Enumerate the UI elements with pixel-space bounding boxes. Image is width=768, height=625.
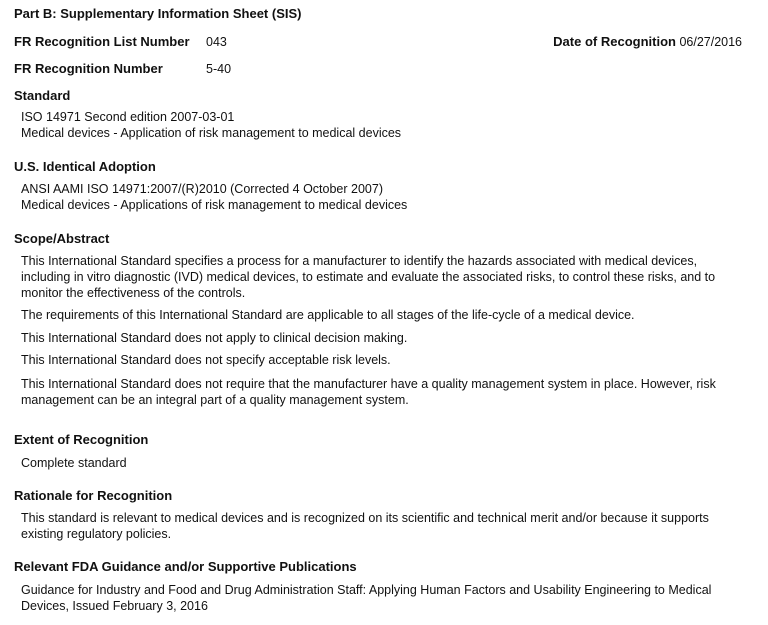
scope-paragraph-3: This International Standard does not apply to clinical decision making.	[21, 331, 408, 345]
us-adoption-line-1: ANSI AAMI ISO 14971:2007/(R)2010 (Corrected 4 October 2007)	[21, 182, 383, 196]
us-adoption-line-2: Medical devices - Applications of risk management to medical devices	[21, 198, 408, 212]
extent-heading: Extent of Recognition	[14, 432, 149, 447]
list-number-value: 043	[206, 35, 227, 49]
scope-paragraph-4: This International Standard does not specify acceptable risk levels.	[21, 353, 391, 367]
sheet-title: Part B: Supplementary Information Sheet (SIS)	[14, 6, 302, 21]
date-of-recognition	[553, 34, 742, 49]
scope-heading: Scope/Abstract	[14, 231, 110, 246]
recognition-number-label: FR Recognition Number	[14, 61, 163, 76]
us-adoption-heading: U.S. Identical Adoption	[14, 159, 156, 174]
standard-line-1: ISO 14971 Second edition 2007-03-01	[21, 110, 235, 124]
guidance-text: Guidance for Industry and Food and Drug Administration Staff: Applying Human Factors and Usability Engineering to Medical Devices, Issued February 3, 2016	[21, 583, 712, 613]
recognition-number-value: 5-40	[206, 62, 232, 76]
scope-paragraph-5: This International Standard does not require that the manufacturer have a quality management system in place. However, risk management can be an integral part of a quality management system.	[21, 377, 716, 407]
standard-line-2: Medical devices - Application of risk management to medical devices	[21, 126, 402, 140]
guidance-heading: Relevant FDA Guidance and/or Supportive Publications	[14, 559, 357, 574]
rationale-heading: Rationale for Recognition	[14, 488, 173, 503]
date-value: 06/27/2016	[679, 35, 742, 49]
date-label: Date of Recognition	[553, 34, 676, 49]
scope-paragraph-2: The requirements of this International Standard are applicable to all stages of the life-cycle of a medical device.	[21, 308, 635, 322]
scope-paragraph-1: This International Standard specifies a process for a manufacturer to identify the hazards associated with medical devices, including in vitro diagnostic (IVD) medical devices, to estimate and evaluate the associated risks, to control these risks, and to monitor the effectiveness of the controls.	[21, 254, 716, 300]
extent-text: Complete standard	[21, 456, 127, 470]
rationale-text: This standard is relevant to medical devices and is recognized on its scientific and technical merit and/or because it supports existing regulatory policies.	[21, 511, 709, 541]
list-number-label: FR Recognition List Number	[14, 34, 190, 49]
standard-heading: Standard	[14, 88, 71, 103]
